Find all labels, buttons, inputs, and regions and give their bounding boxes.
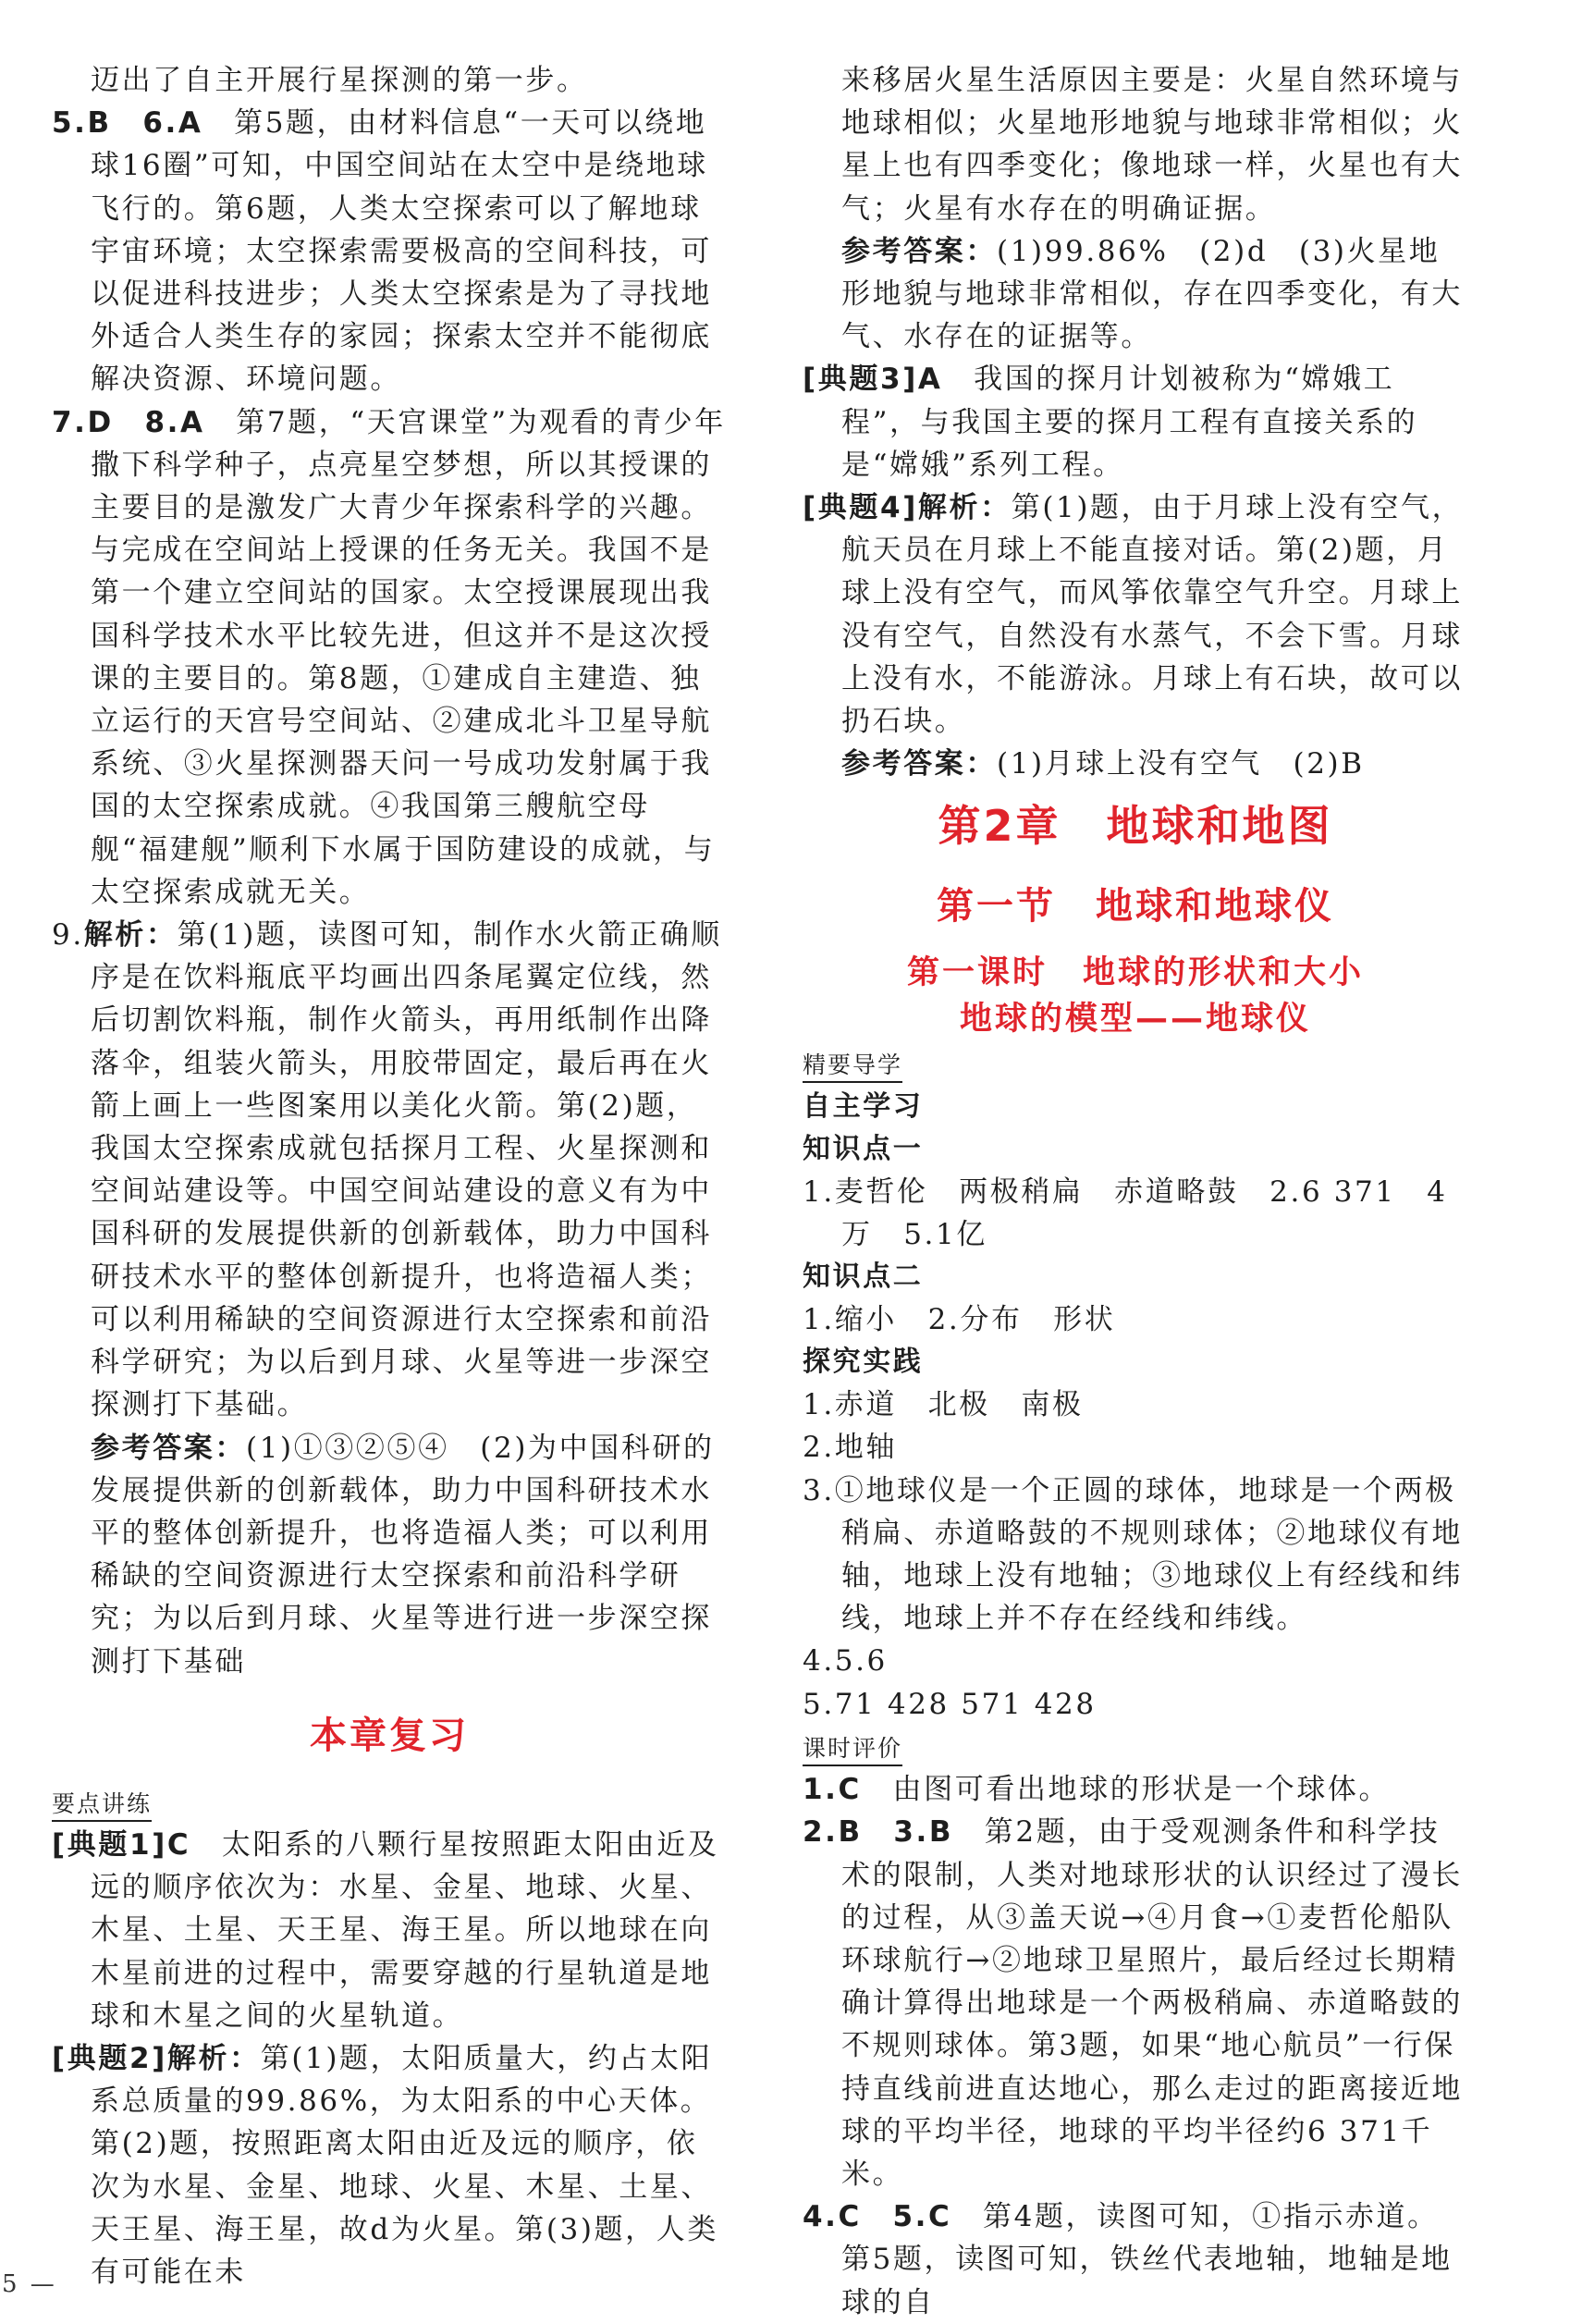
example-2 <box>52 2037 727 2293</box>
practice-3: 3.①地球仪是一个正圆的球体，地球是一个两极稍扁、赤道略鼓的不规则球体；②地球仪有地轴，地球上没有地轴；③地球仪上有经线和纬线，地球上并不存在经线和纬线。 <box>803 1473 1463 1636</box>
paragraph-continuation: 迈出了自主开展行星探测的第一步。 <box>91 64 588 97</box>
answer-text: 第(1)题，读图可知，制作水火箭正确顺序是在饮料瓶底平均画出四条尾翼定位线，然后切割饮料瓶，制作火箭头，再用纸制作出降落伞，组装火箭头，用胶带固定，最后再在火箭上画上一些图案用以美化火箭。第(2)题，我国太空探索成就包括探月工程、火星探测和空间站建设等。中国空间站建设的意义有为中国科研的发展提供新的创新载体，助力中国科研技术水平的整体创新提升，也将造福人类；可以利用稀缺的空间资源进行太空探索和前沿科学研究；为以后到月球、火星等进一步深空探测打下基础。 <box>91 918 722 1422</box>
knowledge-2-answers: 1.缩小 2.分布 形状 <box>803 1303 1116 1337</box>
heading-knowledge-1: 知识点一 <box>803 1132 924 1165</box>
evaluation-4-5 <box>803 2195 1468 2324</box>
answer-number: 4.C 5.C <box>803 2200 952 2234</box>
example-3 <box>803 358 1468 486</box>
practice-5: 5.71 428 571 428 <box>803 1687 1097 1721</box>
lesson-title-line1: 第一课时 地球的形状和大小 <box>906 954 1364 992</box>
section-tag: 精要导学 <box>803 1050 902 1083</box>
reference-answer-text: (1)月球上没有空气 (2)B <box>997 747 1365 781</box>
lesson-title-line2: 地球的模型——地球仪 <box>959 1001 1311 1039</box>
tag-guide <box>803 1042 1468 1085</box>
example-label: [典题4] <box>803 491 918 525</box>
example-label: [典题3] <box>803 363 918 397</box>
analysis-label: 解析： <box>917 491 1012 525</box>
reference-answer-text: (1)99.86% (2)d (3)火星地形地貌与地球非常相似，存在四季变化，有大气、水存在的证据等。 <box>841 234 1463 354</box>
right-column <box>803 59 1468 2324</box>
answer-text: 第7题，“天宫课堂”为观看的青少年撒下科学种子，点亮星空梦想，所以其授课的主要目的是激发广大青少年探索科学的兴趣。与完成在空间站上授课的任务无关。我国不是第一个建立空间站的国家。太空授课展现出我国科学技术水平比较先进，但这并不是这次授课的主要目的。第8题，①建成自主建造、独立运行的天宫号空间站、②建成北斗卫星导航系统、③火星探测器天问一号成功发射属于我国的太空探索成就。④我国第三艘航空母舰“福建舰”顺利下水属于国防建设的成就，与太空探索成就无关。 <box>91 405 726 909</box>
answer-number: 2.B 3.B <box>803 1815 954 1850</box>
reference-answer-9 <box>52 1427 727 1683</box>
section-title: 第一节 地球和地球仪 <box>937 885 1334 928</box>
example-label: [典题1] <box>52 1827 167 1862</box>
heading-knowledge-2: 知识点二 <box>803 1260 924 1294</box>
example-label: [典题2] <box>52 2041 167 2075</box>
answer-5-6 <box>52 102 727 400</box>
answer-number: 1.C <box>803 1773 862 1807</box>
answer-text: 第2题，由于受观测条件和科学技术的限制，人类对地球形状的认识经过了漫长的过程，从③盖天说→④月食→①麦哲伦船队环球航行→②地球卫星照片，最后经过长期精确计算得出地球是一个两极稍扁、赤道略鼓的不规则球体。第3题，如果“地心航员”一行保持直线前进直达地心，那么走过的距离接近地球的平均半径，地球的平均半径约6 371千米。 <box>841 1815 1463 2191</box>
reference-answer-example-2 <box>803 230 1468 359</box>
page-number: 5 — <box>2 2270 57 2298</box>
tag-key-points <box>52 1781 727 1824</box>
example-answer: A <box>917 363 943 397</box>
example-2-continuation: 来移居火星生活原因主要是：火星自然环境与地球相似；火星地形地貌与地球非常相似；火星上也有四季变化；像地球一样，火星也有大气；火星有水存在的明确证据。 <box>841 64 1463 226</box>
practice-2: 2.地轴 <box>803 1431 897 1465</box>
example-text: 第(1)题，太阳质量大，约占太阳系总质量的99.86%，为太阳系的中心天体。第(2)题，按照距离太阳由近及远的顺序，依次为水星、金星、地球、火星、木星、土星、天王星、海王星，故d为火星。第(3)题，人类有可能在未 <box>91 2041 718 2289</box>
analysis-label: 解析： <box>83 918 178 953</box>
reference-answer-label: 参考答案： <box>841 234 997 268</box>
left-column <box>52 59 727 2293</box>
example-1 <box>52 1824 727 2037</box>
answer-text: 第5题，由材料信息“一天可以绕地球16圈”可知，中国空间站在太空中是绕地球飞行的。第6题，人类太空探索可以了解地球宇宙环境；太空探索需要极高的空间科技，可以促进科技进步；人类太空探索是为了寻找地外适合人类生存的家园；探索太空并不能彻底解决资源、环境问题。 <box>91 106 712 397</box>
analysis-label: 解析： <box>166 2041 261 2075</box>
answer-number: 7.D 8.A <box>52 405 237 439</box>
answer-number: 5.B 6.A <box>52 106 235 141</box>
evaluation-2-3 <box>803 1811 1468 2195</box>
reference-answer-example-4 <box>803 743 1468 785</box>
answer-text: 由图可看出地球的形状是一个球体。 <box>892 1773 1391 1807</box>
section-tag: 要点讲练 <box>52 1789 152 1822</box>
heading-self-study: 自主学习 <box>803 1089 924 1123</box>
practice-4: 4.5.6 <box>803 1644 888 1678</box>
answer-7-8 <box>52 401 727 914</box>
knowledge-1-answers: 1.麦哲伦 两极稍扁 赤道略鼓 2.6 371 4万 5.1亿 <box>803 1174 1448 1251</box>
reference-answer-label: 参考答案： <box>91 1431 246 1465</box>
example-answer: C <box>166 1827 191 1862</box>
reference-answer-label: 参考答案： <box>841 747 997 781</box>
chapter-review-title: 本章复习 <box>310 1714 469 1757</box>
answer-9 <box>52 914 727 1426</box>
section-tag: 课时评价 <box>803 1733 902 1766</box>
reference-answer-text: (1)①③②⑤④ (2)为中国科研的发展提供新的创新载体，助力中国科研技术水平的整体创新提升，也将造福人类；可以利用稀缺的空间资源进行太空探索和前沿科学研究；为以后到月球、火星等进行进一步深空探测打下基础 <box>91 1431 715 1678</box>
example-4 <box>803 486 1468 743</box>
heading-practice: 探究实践 <box>803 1346 924 1379</box>
example-text: 太阳系的八颗行星按照距太阳由近及远的顺序依次为：水星、金星、地球、火星、木星、土星、天王星、海王星。所以地球在向木星前进的过程中，需要穿越的行星轨道是地球和木星之间的火星轨道。 <box>91 1827 719 2033</box>
example-text: 第(1)题，由于月球上没有空气，航天员在月球上不能直接对话。第(2)题，月球上没有空气，而风筝依靠空气升空。月球上没有空气，自然没有水蒸气，不会下雪。月球上没有水，不能游泳。月球上有石块，故可以扔石块。 <box>841 491 1464 739</box>
answer-text: 第4题，读图可知，①指示赤道。第5题，读图可知，铁丝代表地轴，地轴是地球的自 <box>841 2200 1453 2319</box>
practice-1: 1.赤道 北极 南极 <box>803 1388 1084 1422</box>
answer-number: 9. <box>52 918 84 953</box>
tag-evaluation <box>803 1726 1468 1768</box>
evaluation-1 <box>803 1768 1468 1811</box>
chapter-title: 第2章 地球和地图 <box>938 801 1333 852</box>
example-text: 我国的探月计划被称为“嫦娥工程”，与我国主要的探月工程有直接关系的是“嫦娥”系列工程。 <box>841 363 1418 482</box>
